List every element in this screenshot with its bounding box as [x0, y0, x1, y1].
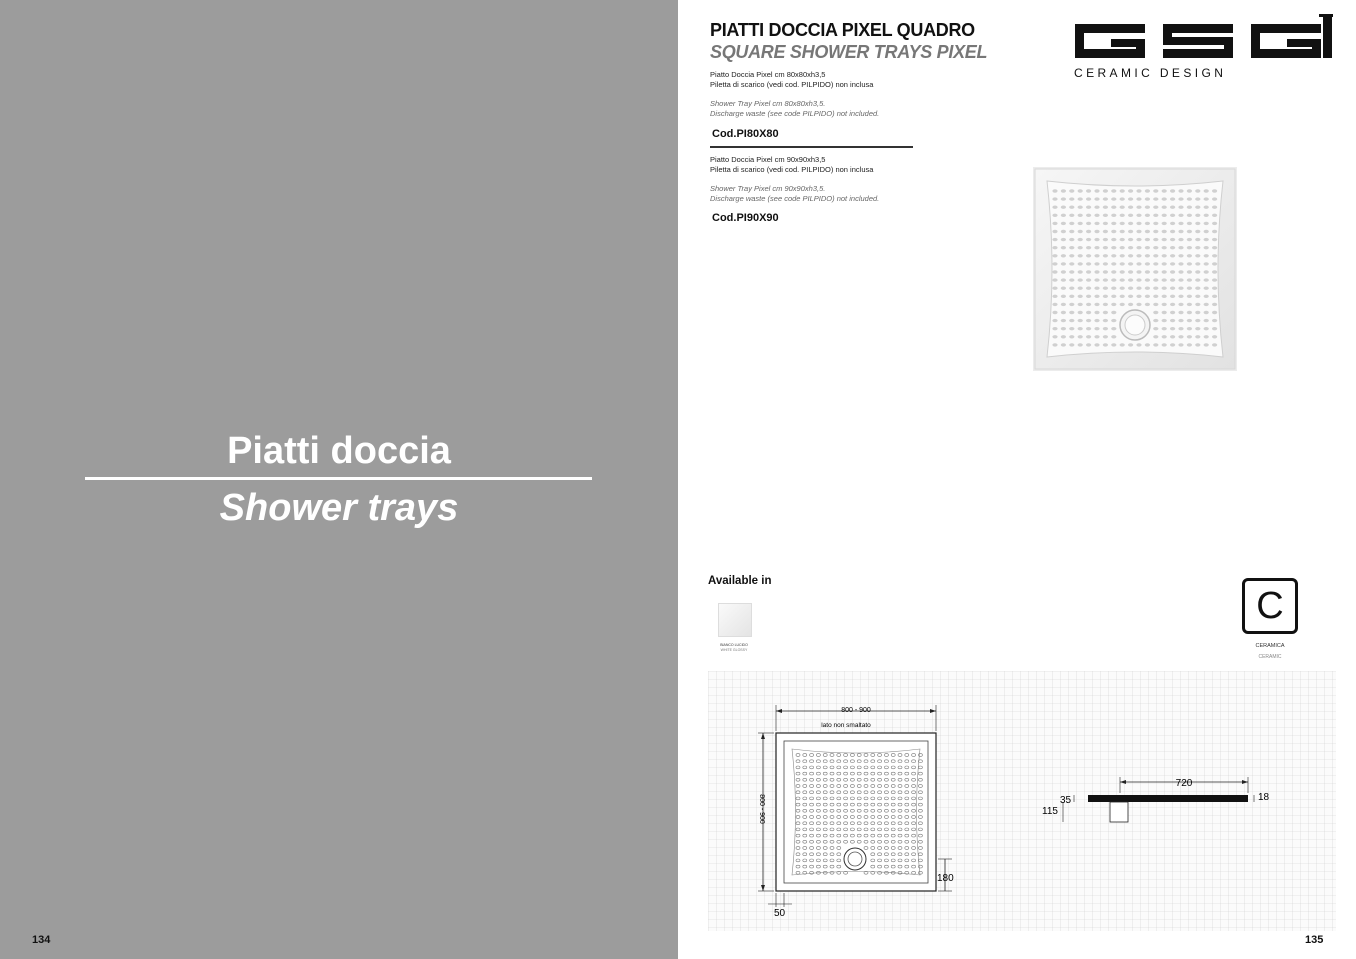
height-dimension: 800 - 900: [758, 794, 765, 824]
unglazed-note: lato non smaltato: [821, 722, 871, 729]
title-divider: [85, 477, 592, 480]
material-label-en: CERAMIC: [1258, 654, 1282, 660]
right-page: [678, 0, 1356, 959]
product-2-desc-en: Shower Tray Pixel cm 90x90xh3,5. Discharge waste (see code PILPIDO) not included.: [710, 184, 880, 203]
section-length-dimension: 720: [1175, 778, 1193, 789]
product-1-code: Cod.PI80X80: [712, 128, 779, 140]
shower-tray-photo: [1033, 167, 1237, 371]
section-title-italian: Piatti doccia: [227, 430, 451, 472]
technical-drawing: [708, 671, 1336, 931]
drain-offset-dimension: 180: [937, 873, 954, 884]
section-thickness-dimension: 35: [1060, 795, 1072, 806]
logo-tagline: CERAMIC DESIGN: [1074, 66, 1227, 80]
swatch-name-en: WHITE GLOSSY: [720, 648, 748, 652]
product-1-desc-en: Shower Tray Pixel cm 80x80xh3,5. Discharge waste (see code PILPIDO) not included.: [710, 99, 880, 118]
section-depth-dimension: 115: [1042, 806, 1058, 817]
border-dimension: 50: [774, 908, 786, 919]
product-1-desc-it: Piatto Doccia Pixel cm 80x80xh3,5 Piletta di scarico (vedi cod. PILPIDO) non inclusa: [710, 70, 874, 89]
page-number-left: 134: [32, 934, 51, 946]
white-glossy-swatch: [718, 603, 752, 637]
product-title-italian: PIATTI DOCCIA PIXEL QUADRO: [710, 20, 975, 40]
material-label-it: CERAMICA: [1255, 643, 1285, 649]
page-number-right: 135: [1305, 934, 1324, 946]
section-title-english: Shower trays: [219, 487, 459, 529]
product-2-desc-it: Piatto Doccia Pixel cm 90x90xh3,5 Piletta di scarico (vedi cod. PILPIDO) non inclusa: [710, 155, 874, 174]
product-2-code: Cod.PI90X90: [712, 212, 779, 224]
ceramic-material-icon: C: [1242, 578, 1298, 634]
swatch-name-it: BIANCO LUCIDO: [720, 643, 748, 647]
section-edge-dimension: 18: [1258, 792, 1270, 803]
product-title-english: SQUARE SHOWER TRAYS PIXEL: [710, 42, 988, 62]
width-dimension: 800 - 900: [841, 707, 871, 714]
available-in-label: Available in: [708, 575, 772, 587]
product-divider: [710, 146, 913, 148]
